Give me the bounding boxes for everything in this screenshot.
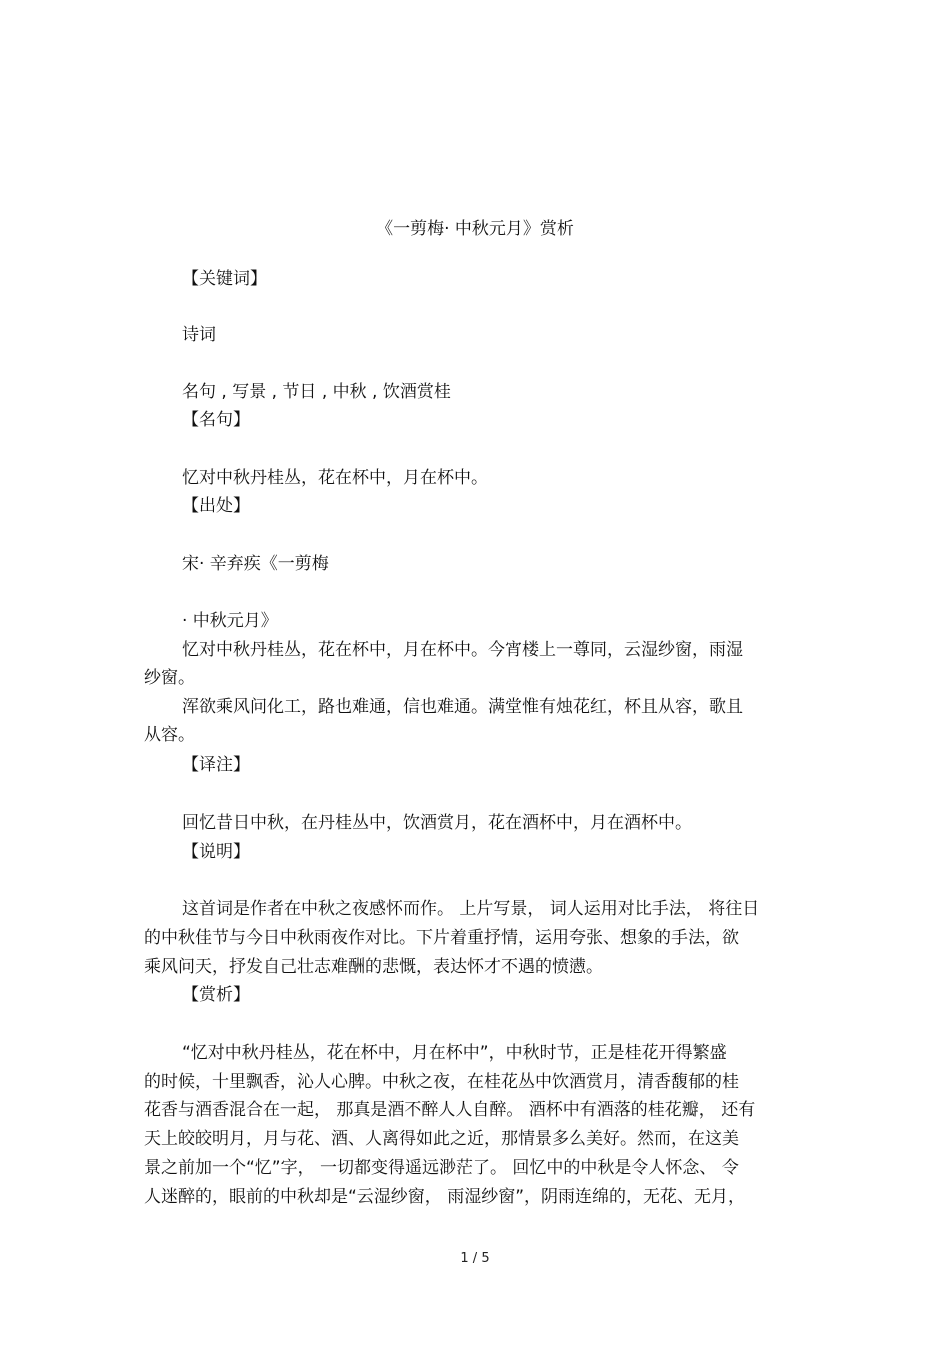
explanation-line: 的中秋佳节与今日中秋雨夜作对比。下片着重抒情，运用夸张、想象的手法，欲 [144, 928, 739, 948]
translation-header: 【译注】 [182, 755, 250, 775]
poem-line: 浑欲乘风问化工，路也难通，信也难通。满堂惟有烛花红，杯且从容，歌且 [182, 697, 743, 717]
appreciation-line: 景之前加一个“忆”字， 一切都变得遥远渺茫了。 回忆中的中秋是令人怀念、 令 [144, 1158, 739, 1178]
appreciation-line: 的时候，十里飘香，沁人心脾。中秋之夜，在桂花丛中饮酒赏月，清香馥郁的桂 [144, 1072, 739, 1092]
explanation-line: 乘风问天，抒发自己壮志难酬的悲慨，表达怀才不遇的愤懑。 [144, 957, 603, 977]
appreciation-line: “忆对中秋丹桂丛，花在杯中，月在杯中”，中秋时节，正是桂花开得繁盛 [182, 1043, 727, 1063]
keywords-header: 【关键词】 [182, 269, 267, 289]
poem-line: 纱窗。 [144, 668, 195, 688]
keywords-category: 诗词 [182, 325, 216, 345]
explanation-header: 【说明】 [182, 842, 250, 862]
poem-line: 从容。 [144, 725, 195, 745]
appreciation-line: 天上皎皎明月，月与花、酒、人离得如此之近，那情景多么美好。然而，在这美 [144, 1129, 739, 1149]
famous-line-header: 【名句】 [182, 410, 250, 430]
appreciation-line: 花香与酒香混合在一起， 那真是酒不醉人人自醉。 酒杯中有酒落的桂花瓣， 还有 [144, 1100, 756, 1120]
keywords-tags: 名句 , 写景 , 节日 , 中秋 , 饮酒赏桂 [182, 382, 451, 402]
page-number: 1 / 5 [460, 1251, 490, 1266]
poem-line: 忆对中秋丹桂丛，花在杯中，月在杯中。今宵楼上一尊同，云湿纱窗，雨湿 [182, 640, 743, 660]
source-line: · 中秋元月》 [182, 611, 278, 631]
explanation-line: 这首词是作者在中秋之夜感怀而作。 上片写景， 词人运用对比手法， 将往日 [182, 899, 760, 919]
appreciation-header: 【赏析】 [182, 985, 250, 1005]
famous-line: 忆对中秋丹桂丛，花在杯中，月在杯中。 [182, 468, 488, 488]
source-header: 【出处】 [182, 496, 250, 516]
translation-text: 回忆昔日中秋，在丹桂丛中，饮酒赏月，花在酒杯中，月在酒杯中。 [182, 813, 692, 833]
source-line: 宋· 辛弃疾《一剪梅 [182, 554, 329, 574]
appreciation-line: 人迷醉的，眼前的中秋却是“云湿纱窗， 雨湿纱窗”，阴雨连绵的，无花、无月， [144, 1187, 746, 1207]
document-title: 《一剪梅· 中秋元月》赏析 [376, 219, 574, 239]
